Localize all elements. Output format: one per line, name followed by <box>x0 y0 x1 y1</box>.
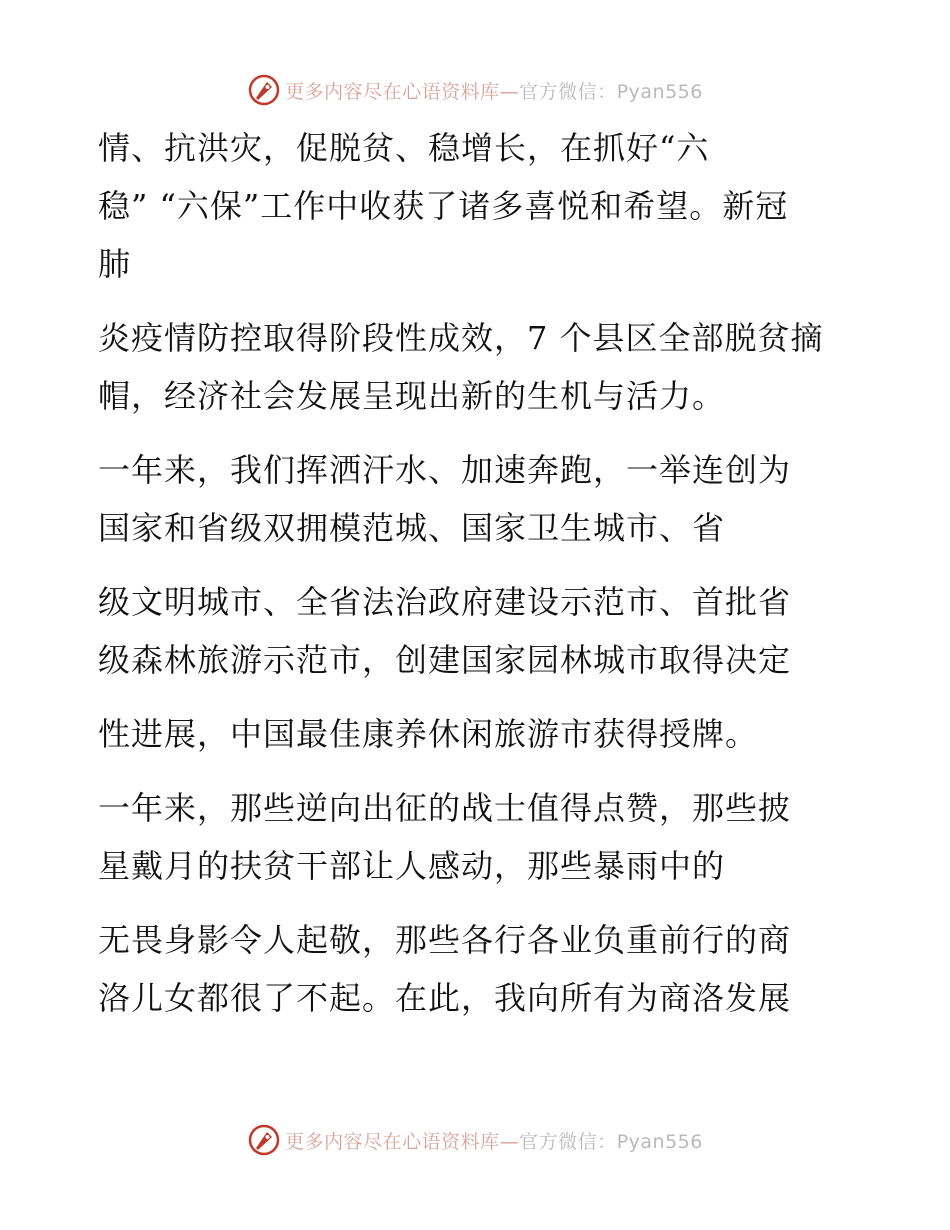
pen-nib-logo-icon <box>247 1123 281 1157</box>
body-line: 情、抗洪灾，促脱贫、稳增长，在抓好“六 <box>98 129 710 167</box>
body-line: 无畏身影令人起敬，那些各行各业负重前行的商 <box>98 921 792 959</box>
header-banner-id: Pyan556 <box>616 80 703 103</box>
body-line: 肺 <box>98 245 132 283</box>
body-line: 星戴月的扶贫干部让人感动，那些暴雨中的 <box>98 847 726 885</box>
body-line: 级森林旅游示范市，创建国家园林城市取得决定 <box>98 641 792 679</box>
footer-banner-text <box>285 1127 703 1154</box>
header-banner-text <box>285 77 703 104</box>
body-line: 帽，经济社会发展呈现出新的生机与活力。 <box>98 377 726 415</box>
body-line: 洛儿女都很了不起。在此，我向所有为商洛发展 <box>98 979 792 1017</box>
body-line: 国家和省级双拥模范城、国家卫生城市、省 <box>98 509 726 547</box>
footer-banner-wechat: 官方微信： <box>519 1130 617 1153</box>
body-line: 性进展，中国最佳康养休闲旅游市获得授牌。 <box>98 715 759 753</box>
body-line: 稳” “六保”工作中收获了诸多喜悦和希望。新冠 <box>98 187 789 225</box>
header-banner <box>0 70 950 110</box>
body-line: 炎疫情防控取得阶段性成效，7 个县区全部脱贫摘 <box>98 319 824 357</box>
footer-banner-main: 更多内容尽在心语资料库— <box>285 1130 520 1153</box>
footer-banner-id: Pyan556 <box>616 1130 703 1153</box>
footer-banner <box>0 1120 950 1160</box>
body-line: 一年来，我们挥洒汗水、加速奔跑，一举连创为 <box>98 451 792 489</box>
header-banner-wechat: 官方微信： <box>519 80 617 103</box>
header-banner-main: 更多内容尽在心语资料库— <box>285 80 520 103</box>
body-line: 级文明城市、全省法治政府建设示范市、首批省 <box>98 583 792 621</box>
pen-nib-logo-icon <box>247 73 281 107</box>
body-line: 一年来，那些逆向出征的战士值得点赞，那些披 <box>98 789 792 827</box>
